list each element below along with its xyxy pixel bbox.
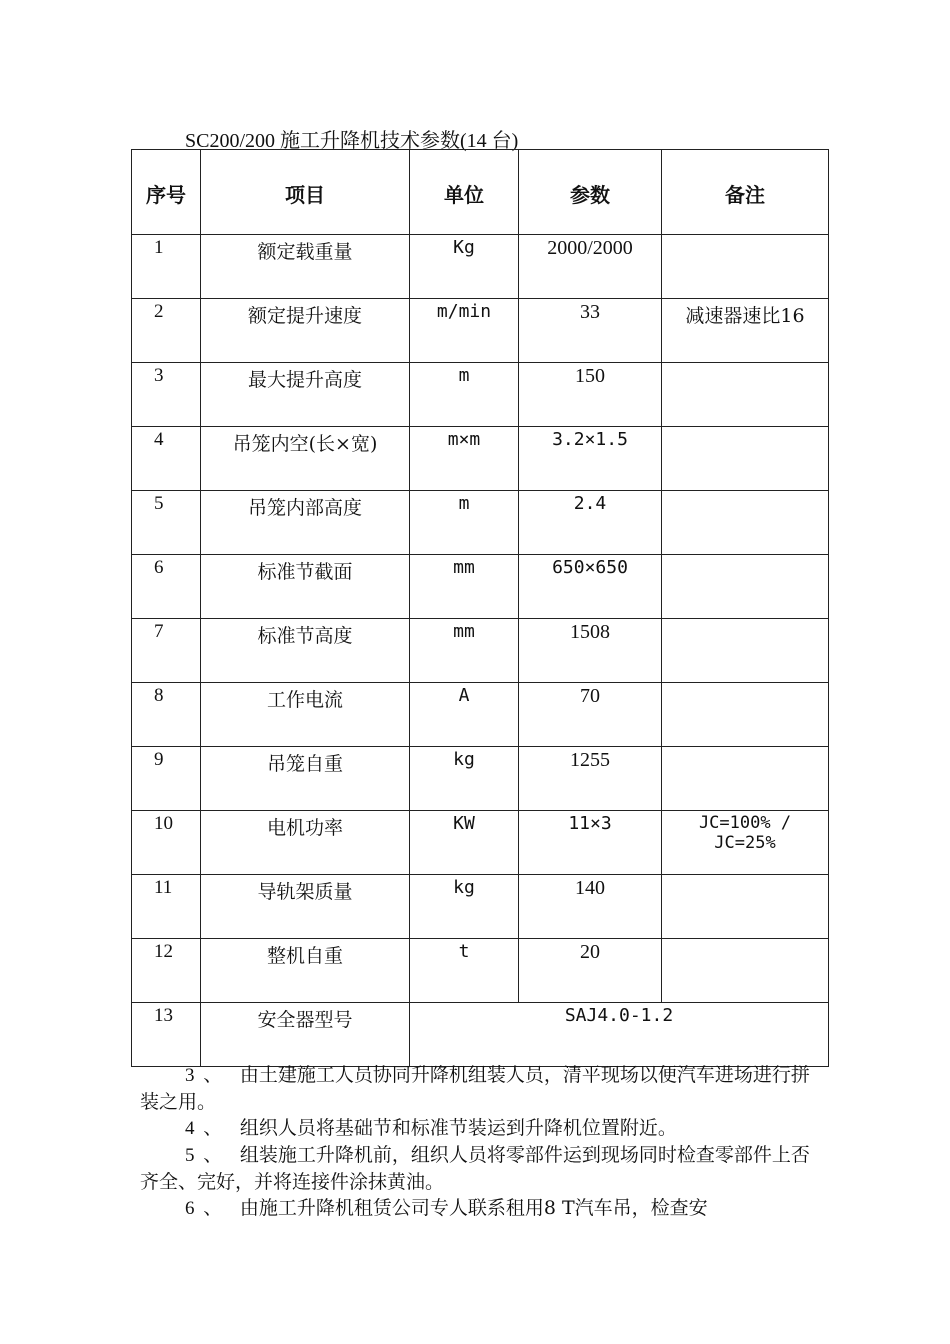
- paragraph-text: 组织人员将基础节和标准节装运到升降机位置附近。: [239, 1117, 677, 1139]
- cell-unit: A: [410, 683, 519, 747]
- paragraph: [140, 1115, 820, 1142]
- cell-unit: Kg: [410, 235, 519, 299]
- table-row: [132, 555, 829, 619]
- cell-unit: kg: [410, 875, 519, 939]
- header-param: 参数: [519, 150, 662, 235]
- cell-item: 工作电流: [201, 683, 410, 747]
- cell-unit: mm: [410, 555, 519, 619]
- paragraph-number: 6 、: [185, 1198, 215, 1219]
- cell-no: 8: [132, 683, 201, 747]
- cell-param: 3.2×1.5: [519, 427, 662, 491]
- cell-param: 20: [519, 939, 662, 1003]
- header-no: 序号: [132, 150, 201, 235]
- table-row: [132, 683, 829, 747]
- paragraph-text: 由施工升降机租赁公司专人联系租用8 T汽车吊，检查安: [239, 1197, 708, 1219]
- table-row: [132, 811, 829, 875]
- cell-item: 整机自重: [201, 939, 410, 1003]
- cell-param: 70: [519, 683, 662, 747]
- cell-item: 最大提升高度: [201, 363, 410, 427]
- cell-note: [662, 555, 829, 619]
- paragraph-number: 4 、: [185, 1118, 215, 1139]
- table-row: [132, 491, 829, 555]
- header-item: 项目: [201, 150, 410, 235]
- cell-unit: KW: [410, 811, 519, 875]
- cell-note: JC=100% / JC=25%: [662, 811, 829, 875]
- cell-note: [662, 747, 829, 811]
- cell-item: 额定载重量: [201, 235, 410, 299]
- table-row: [132, 875, 829, 939]
- cell-item: 安全器型号: [201, 1003, 410, 1067]
- table-header-row: [132, 150, 829, 235]
- cell-item: 标准节截面: [201, 555, 410, 619]
- table-row: [132, 235, 829, 299]
- cell-param: 2000/2000: [519, 235, 662, 299]
- cell-no: 2: [132, 299, 201, 363]
- cell-no: 1: [132, 235, 201, 299]
- cell-merged-value: SAJ4.0-1.2: [410, 1003, 829, 1067]
- table-row: [132, 363, 829, 427]
- paragraph-text: 组装施工升降机前，组织人员将零部件运到现场同时检查零部件上否齐全、完好，并将连接件涂抹黄油。: [140, 1144, 810, 1193]
- header-unit: 单位: [410, 150, 519, 235]
- table-row: [132, 939, 829, 1003]
- table-row: [132, 299, 829, 363]
- cell-no: 10: [132, 811, 201, 875]
- header-note: 备注: [662, 150, 829, 235]
- cell-item: 额定提升速度: [201, 299, 410, 363]
- cell-param: 2.4: [519, 491, 662, 555]
- cell-no: 7: [132, 619, 201, 683]
- cell-note: [662, 491, 829, 555]
- paragraph-number: 5 、: [185, 1145, 215, 1166]
- cell-item: 吊笼内部高度: [201, 491, 410, 555]
- table-row: [132, 619, 829, 683]
- table-row: [132, 1003, 829, 1067]
- cell-item: 吊笼内空(长×宽): [201, 427, 410, 491]
- cell-item: 导轨架质量: [201, 875, 410, 939]
- table-row: [132, 427, 829, 491]
- cell-unit: kg: [410, 747, 519, 811]
- cell-no: 4: [132, 427, 201, 491]
- cell-no: 6: [132, 555, 201, 619]
- cell-unit: m/min: [410, 299, 519, 363]
- cell-param: 650×650: [519, 555, 662, 619]
- cell-note: 减速器速比16: [662, 299, 829, 363]
- cell-no: 13: [132, 1003, 201, 1067]
- cell-note: [662, 683, 829, 747]
- cell-item: 标准节高度: [201, 619, 410, 683]
- cell-param: 1255: [519, 747, 662, 811]
- page-title: SC200/200 施工升降机技术参数(14 台): [185, 130, 519, 152]
- cell-param: 150: [519, 363, 662, 427]
- paragraph: [140, 1195, 820, 1222]
- cell-note: [662, 427, 829, 491]
- cell-unit: m×m: [410, 427, 519, 491]
- paragraph-text: 由土建施工人员协同升降机组装人员，清平现场以便汽车进场进行拼装之用。: [140, 1064, 810, 1113]
- cell-unit: m: [410, 491, 519, 555]
- cell-note: [662, 619, 829, 683]
- cell-no: 5: [132, 491, 201, 555]
- body-text: [140, 1062, 820, 1222]
- cell-unit: t: [410, 939, 519, 1003]
- cell-item: 电机功率: [201, 811, 410, 875]
- paragraph: [140, 1062, 820, 1115]
- cell-no: 3: [132, 363, 201, 427]
- spec-table: [131, 149, 829, 1067]
- cell-unit: mm: [410, 619, 519, 683]
- paragraph: [140, 1142, 820, 1195]
- cell-no: 11: [132, 875, 201, 939]
- cell-note: [662, 235, 829, 299]
- cell-note: [662, 939, 829, 1003]
- cell-param: 1508: [519, 619, 662, 683]
- table-row: [132, 747, 829, 811]
- cell-note: [662, 363, 829, 427]
- cell-item: 吊笼自重: [201, 747, 410, 811]
- paragraph-number: 3 、: [185, 1065, 215, 1086]
- cell-no: 12: [132, 939, 201, 1003]
- cell-param: 33: [519, 299, 662, 363]
- cell-no: 9: [132, 747, 201, 811]
- cell-note: [662, 875, 829, 939]
- cell-param: 11×3: [519, 811, 662, 875]
- cell-unit: m: [410, 363, 519, 427]
- cell-param: 140: [519, 875, 662, 939]
